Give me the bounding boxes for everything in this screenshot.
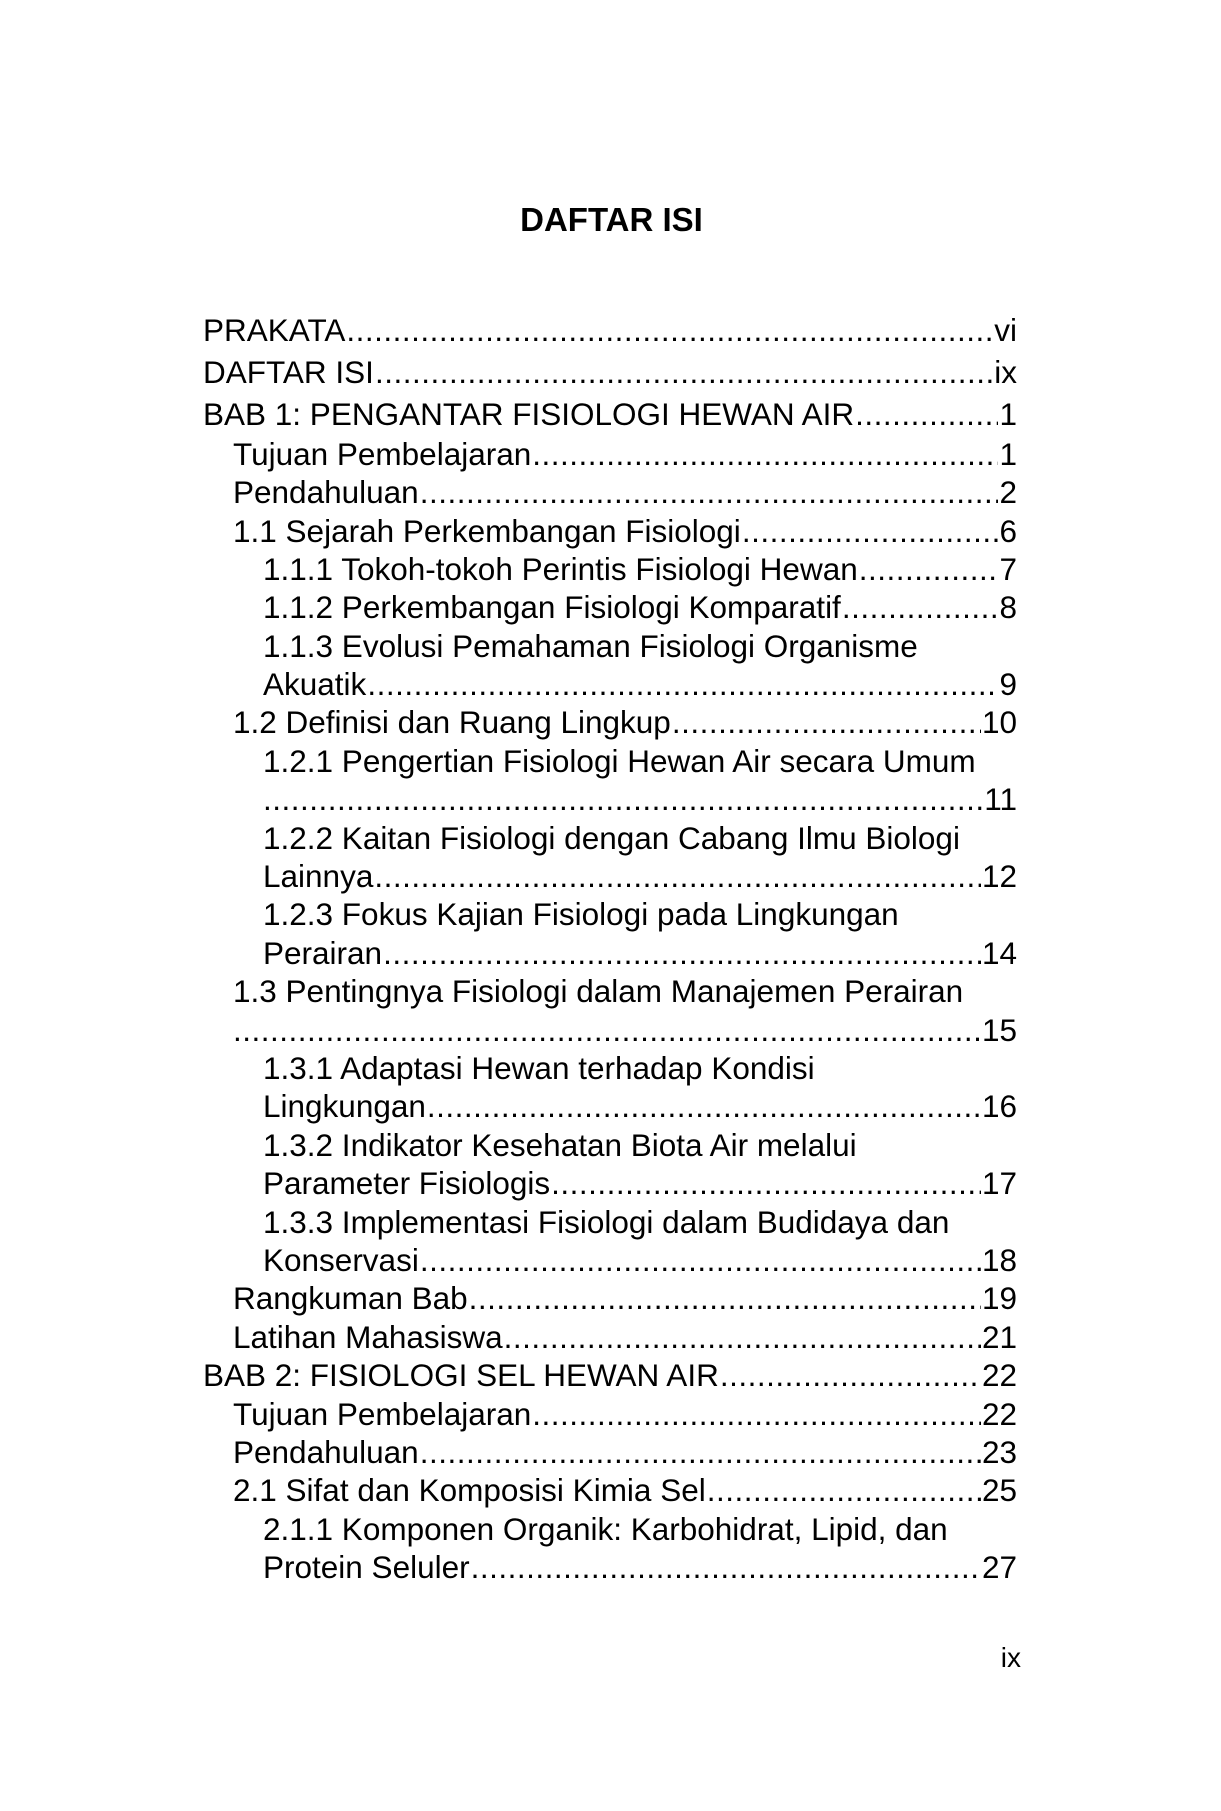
dot-leader [859,550,999,588]
toc-entry-pendahuluan-2[interactable] [203,1433,1017,1471]
toc-entry-page: 8 [999,589,1017,626]
toc-entry-page: 21 [981,1318,1017,1355]
toc-entry-title-continued: Parameter Fisiologis [263,1165,551,1202]
toc-entry-page: 7 [999,550,1017,587]
toc-entry-title: Latihan Mahasiswa [233,1318,503,1355]
page-number: ix [1000,1642,1021,1673]
dot-leader [383,934,981,972]
toc-entry-title: Tujuan Pembelajaran [233,1395,532,1432]
dot-leader [742,512,999,550]
toc-entry-title: 1.1.3 Evolusi Pemahaman Fisiologi Organisme [263,627,918,664]
table-of-contents [203,311,1017,1586]
toc-entry-daftar-isi[interactable] [203,353,1017,391]
toc-entry-title: 2.1.1 Komponen Organik: Karbohidrat, Lipid, dan [263,1510,948,1547]
toc-entry-title: 1.2.2 Kaitan Fisiologi dengan Cabang Ilmu Biologi [263,819,960,856]
dot-leader [469,1279,981,1317]
toc-entry-title: Rangkuman Bab [233,1280,468,1317]
toc-entry-title: Pendahuluan [233,1433,419,1470]
toc-entry-page: 22 [981,1357,1017,1394]
toc-entry-title-continued: Protein Seluler [263,1549,470,1586]
toc-entry-page: 22 [981,1395,1017,1432]
toc-entry-1-2-1[interactable] [203,742,1017,780]
toc-entry-1-2-1-continued[interactable] [203,780,1017,818]
toc-entry-pendahuluan[interactable] [203,473,1017,511]
toc-entry-title: PRAKATA [203,312,346,348]
toc-entry-page: 2 [999,474,1017,511]
toc-entry-title-continued: Lainnya [263,858,374,895]
dot-leader [420,1241,981,1279]
dot-leader [720,1356,981,1394]
toc-entry-title: BAB 2: FISIOLOGI SEL HEWAN AIR [203,1357,719,1394]
toc-entry-1-2-3[interactable] [203,895,1017,933]
toc-entry-1-1-1[interactable] [203,550,1017,588]
toc-entry-title-continued: Konservasi [263,1241,419,1278]
toc-entry-page: 27 [981,1549,1017,1586]
toc-entry-page: 11 [984,781,1017,818]
toc-entry-page: 16 [981,1088,1017,1125]
toc-entry-1-3[interactable] [203,972,1017,1010]
toc-entry-1-3-continued[interactable] [203,1011,1017,1049]
dot-leader [367,665,998,703]
toc-entry-title: Pendahuluan [233,474,419,511]
toc-entry-title: Tujuan Pembelajaran [233,435,532,472]
toc-entry-1-3-3[interactable] [203,1203,1017,1241]
dot-leader [855,395,998,433]
toc-entry-rangkuman-bab[interactable] [203,1279,1017,1317]
toc-entry-1-3-2[interactable] [203,1126,1017,1164]
toc-entry-page: 15 [981,1011,1017,1048]
toc-entry-title: 1.2.1 Pengertian Fisiologi Hewan Air secara Umum [263,742,976,779]
toc-entry-page: ix [994,353,1017,390]
toc-entry-page: 12 [981,858,1017,895]
toc-entry-2-1[interactable] [203,1471,1017,1509]
toc-entry-prakata[interactable] [203,311,1017,349]
toc-entry-title-continued: Perairan [263,934,383,971]
toc-entry-page: 17 [981,1165,1017,1202]
toc-entry-bab-2[interactable] [203,1356,1017,1394]
toc-entry-tujuan-pembelajaran[interactable] [203,435,1017,473]
toc-entry-page: 14 [981,934,1017,971]
toc-entry-bab-1[interactable] [203,395,1017,433]
page-title: DAFTAR ISI [520,201,703,238]
toc-entry-page: 25 [981,1472,1017,1509]
toc-entry-page: 9 [999,666,1017,703]
toc-entry-title: 1.1.1 Tokoh-tokoh Perintis Fisiologi Hewan [263,550,858,587]
toc-entry-title: 1.2.3 Fokus Kajian Fisiologi pada Lingkungan [263,896,899,933]
toc-entry-title: 2.1 Sifat dan Komposisi Kimia Sel [233,1472,706,1509]
dot-leader [551,1164,981,1202]
toc-entry-page: 19 [981,1280,1017,1317]
toc-entry-page: vi [994,312,1017,348]
dot-leader [707,1471,981,1509]
toc-entry-title-continued: Akuatik [263,666,367,703]
dot-leader [420,473,999,511]
dot-leader [420,1433,981,1471]
toc-entry-page: 23 [981,1433,1017,1470]
dot-leader [233,1011,981,1049]
toc-entry-2-1-1[interactable] [203,1510,1017,1548]
dot-leader [263,780,983,818]
dot-leader [532,1395,981,1433]
toc-entry-page: 10 [981,704,1017,741]
toc-entry-title: 1.3.2 Indikator Kesehatan Biota Air melalui [263,1126,857,1163]
dot-leader [471,1548,981,1586]
toc-entry-1-3-3-continued[interactable] [203,1241,1017,1279]
toc-entry-page: 1 [999,435,1017,472]
toc-entry-2-1-1-continued[interactable] [203,1548,1017,1586]
toc-entry-title: 1.3.1 Adaptasi Hewan terhadap Kondisi [263,1050,815,1086]
toc-entry-1-3-2-continued[interactable] [203,1164,1017,1202]
toc-entry-title: BAB 1: PENGANTAR FISIOLOGI HEWAN AIR [203,395,855,432]
toc-entry-tujuan-pembelajaran-2[interactable] [203,1395,1017,1433]
toc-entry-1-1-2[interactable] [203,588,1017,626]
toc-entry-1-1[interactable] [203,512,1017,550]
toc-entry-title: 1.1.2 Perkembangan Fisiologi Komparatif [263,589,841,626]
toc-entry-page: 18 [981,1241,1017,1278]
dot-leader [375,353,993,391]
dot-leader [374,857,981,895]
toc-entry-title: 1.3.3 Implementasi Fisiologi dalam Budidaya dan [263,1203,950,1240]
toc-entry-1-1-3-continued[interactable] [203,665,1017,703]
toc-entry-title-continued: Lingkungan [263,1088,426,1125]
dot-leader [532,435,998,473]
toc-entry-1-2-2-continued[interactable] [203,857,1017,895]
dot-leader [427,1087,981,1125]
toc-entry-title: 1.1 Sejarah Perkembangan Fisiologi [233,512,741,549]
toc-entry-1-2[interactable] [203,703,1017,741]
toc-entry-latihan-mahasiswa[interactable] [203,1318,1017,1356]
toc-entry-1-2-2[interactable] [203,819,1017,857]
toc-entry-1-3-1-continued[interactable] [203,1087,1017,1125]
toc-entry-1-3-1[interactable] [203,1049,1017,1087]
dot-leader [346,311,993,349]
toc-entry-title: 1.3 Pentingnya Fisiologi dalam Manajemen Perairan [233,973,964,1010]
toc-entry-1-1-3[interactable] [203,627,1017,665]
dot-leader [842,588,999,626]
toc-entry-1-2-3-continued[interactable] [203,934,1017,972]
dot-leader [504,1318,981,1356]
toc-entry-page: 1 [999,395,1017,432]
toc-entry-title: DAFTAR ISI [203,353,374,390]
dot-leader [672,703,981,741]
toc-entry-page: 6 [999,512,1017,549]
toc-entry-title: 1.2 Definisi dan Ruang Lingkup [233,704,671,741]
